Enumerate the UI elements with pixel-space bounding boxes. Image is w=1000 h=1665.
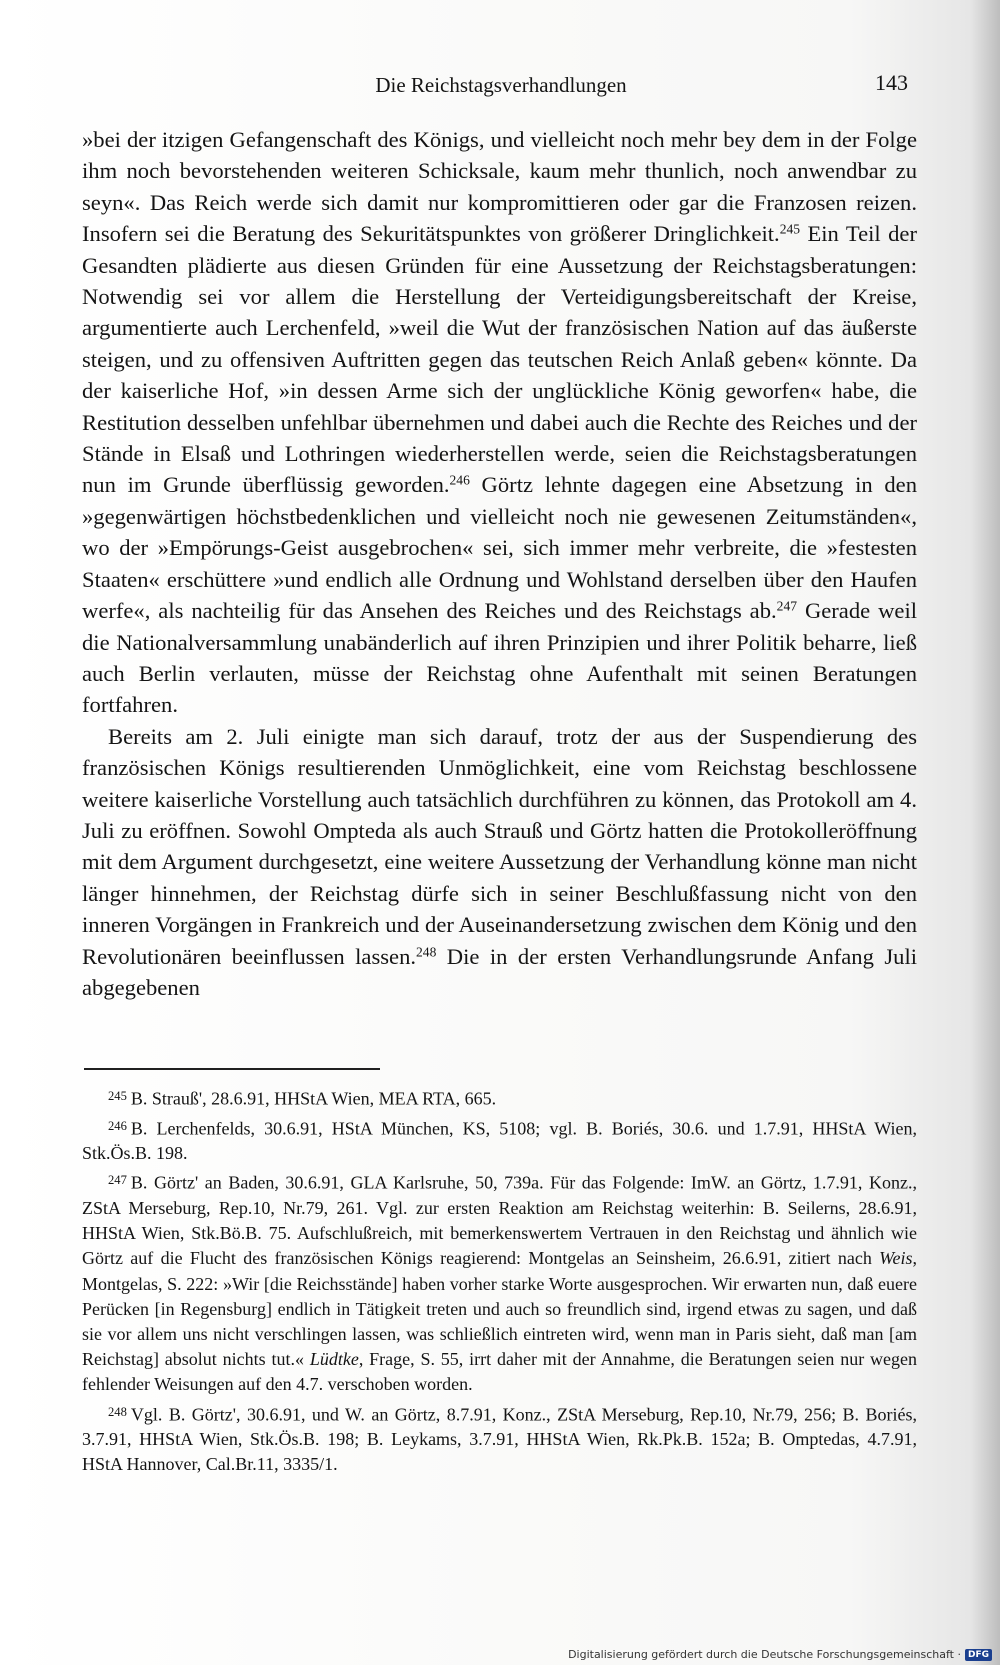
footnote-number: 248 [108,1404,127,1419]
paragraph-2-part-a: Bereits am 2. Juli einigte man sich darauf, trotz der aus der Suspendierung des französischen Königs resultierenden Unmöglichkeit, eine vom Reichstag beschlossene weitere kaiserliche Vorstellung auch tatsächlich durchführen zu können, das Protokoll am 4. Juli zu eröffnen. Sowohl Ompteda als auch Strauß und Görtz hatten die Protokolleröffnung mit dem Argument durchgesetzt, eine weitere Aussetzung der Verhandlung könne man nicht länger hinnehmen, der Reichstag dürfe sich in seiner Beschlußfassung nicht von den inneren Vorgängen in Frankreich und der Auseinandersetzung zwischen dem König und den Revolutionären beeinflussen lassen. [82,723,917,969]
author-weis: Weis [879,1248,913,1269]
main-text [82,124,917,1003]
page-header [82,70,920,102]
paragraph-2 [82,721,917,1004]
footnote-ref-248: 248 [416,944,437,960]
footnote-246 [82,1114,917,1167]
footnote-text: Vgl. B. Görtz', 30.6.91, und W. an Görtz, 8.7.91, Konz., ZStA Merseburg, Rep.10, Nr.79, 256; B. Boriés, 3.7.91, HHStA Wien, Stk.Ös.B. 198; B. Leykams, 3.7.91, HHStA Wien, Rk.Pk.B. 152a; B. Omptedas, 4.7.91, HStA Hannover, Cal.Br.11, 3335/1. [82,1404,917,1475]
paragraph-1-part-d: Gerade weil die Nationalversammlung unabänderlich auf ihren Prinzipien und ihrer Politik beharre, ließ auch Berlin verlauten, müsse der Reichstag ohne Aufenthalt mit seinen Beratungen fortfahren. [82,598,917,718]
paragraph-1-part-c: Görtz lehnte dagegen eine Absetzung in den »gegenwärtigen höchstbedenklichen und vielleicht noch nie gewesenen Zeitumständen«, wo der »Empörungs-Geist ausgebrochen« sei, sich immer mehr verbreite, die »festesten Staaten« erschüttere »und endlich alle Ordnung und Wohlstand derselben über den Haufen werfe«, als nachteilig für das Ansehen des Reiches und des Reichstags ab. [82,472,917,624]
footnote-247 [82,1168,917,1397]
credit-text: Digitalisierung gefördert durch die Deutsche Forschungsgemeinschaft · [568,1648,961,1661]
footnote-text-continued: , Montgelas, S. 222: »Wir [die Reichsstände] haben vorher starke Worte ausgesprochen. Wir erwarten nun, daß euere Perücken [in Regensburg] endlich in Tätigkeit treten und auch so freundlich sind, irgend etwas zu sagen, und daß sie vor allem uns nicht verschlingen lassen, was schließlich eintreten wird, wenn man in Paris sieht, daß man [am Reichstag] absolut nichts tut.« [82,1248,917,1370]
footnote-divider [84,1068,380,1070]
footnotes [82,1084,917,1480]
author-luedtke: Lüdtke [309,1349,359,1370]
footnote-245 [82,1084,917,1112]
footnote-text: B. Lerchenfelds, 30.6.91, HStA München, KS, 5108; vgl. B. Boriés, 30.6. und 1.7.91, HHStA Wien, Stk.Ös.B. 198. [82,1118,917,1164]
footnote-text-end: , Frage, S. 55, irrt daher mit der Annahme, die Beratungen seien nur wegen fehlender Weisungen auf den 4.7. verschoben worden. [82,1349,918,1395]
paragraph-1-part-a: »bei der itzigen Gefangenschaft des Königs, und vielleicht noch mehr bey dem in der Folge ihm noch bevorstehenden weiteren Schicksale, kaum mehr thunlich, noch anwendbar zu seyn«. Das Reich werde sich damit nur kompromittieren oder gar die Franzosen reizen. Insofern sei die Beratung des Sekuritätspunktes von größerer Dringlichkeit. [82,127,917,247]
digitization-credit [568,1648,992,1661]
footnote-text: B. Görtz' an Baden, 30.6.91, GLA Karlsruhe, 50, 739a. Für das Folgende: ImW. an Görtz, 1.7.91, Konz., ZStA Merseburg, Rep.10, Nr.79, 261. Vgl. zur ersten Reaktion am Reichstag weiterhin: B. Seilerns, 28.6.91, HHStA Wien, Stk.Bö.B. 75. Aufschlußreich, mit bemerkenswertem Vertrauen in den Reichstag und ähnlich wie Görtz auf die Flucht des französischen Königs reagierend: Montgelas an Seinsheim, 26.6.91, zitiert nach [82,1172,917,1269]
paragraph-1-part-b: Ein Teil der Gesandten plädierte aus diesen Gründen für eine Aussetzung der Reichstagsberatungen: Notwendig sei vor allem die Herstellung der Verteidigungsbereitschaft der Kreise, argumentierte auch Lerchenfeld, »weil die Wut der französischen Nation auf das äußerste steigen, und zu offensiven Auftritten gegen das teutschen Reich Anlaß geben« könnte. Da der kaiserliche Hof, »in dessen Arme sich der unglückliche König geworfen« habe, die Restitution desselben unfehlbar übernehmen und dabei auch die Rechte des Reiches und der Stände in Elsaß und Lothringen wiederherstellen werde, seien die Reichstagsberatungen nun im Grunde überflüssig geworden. [82,221,917,498]
paragraph-1 [82,124,917,721]
footnote-number: 247 [108,1173,127,1188]
footnote-number: 245 [108,1089,127,1103]
page-number: 143 [875,70,908,95]
footnote-ref-245: 245 [779,221,801,237]
footnote-ref-246: 246 [449,473,470,489]
footnote-ref-247: 247 [776,598,797,614]
footnote-248 [82,1400,917,1478]
running-title: Die Reichstagsverhandlungen [375,73,627,97]
footnote-number: 246 [108,1118,127,1133]
paragraph-2-part-b: Die in der ersten Verhandlungsrunde Anfang Juli abgegebenen [82,943,917,1000]
dfg-logo-icon: DFG [965,1649,992,1661]
footnote-text: B. Strauß', 28.6.91, HHStA Wien, MEA RTA, 665. [130,1088,497,1109]
